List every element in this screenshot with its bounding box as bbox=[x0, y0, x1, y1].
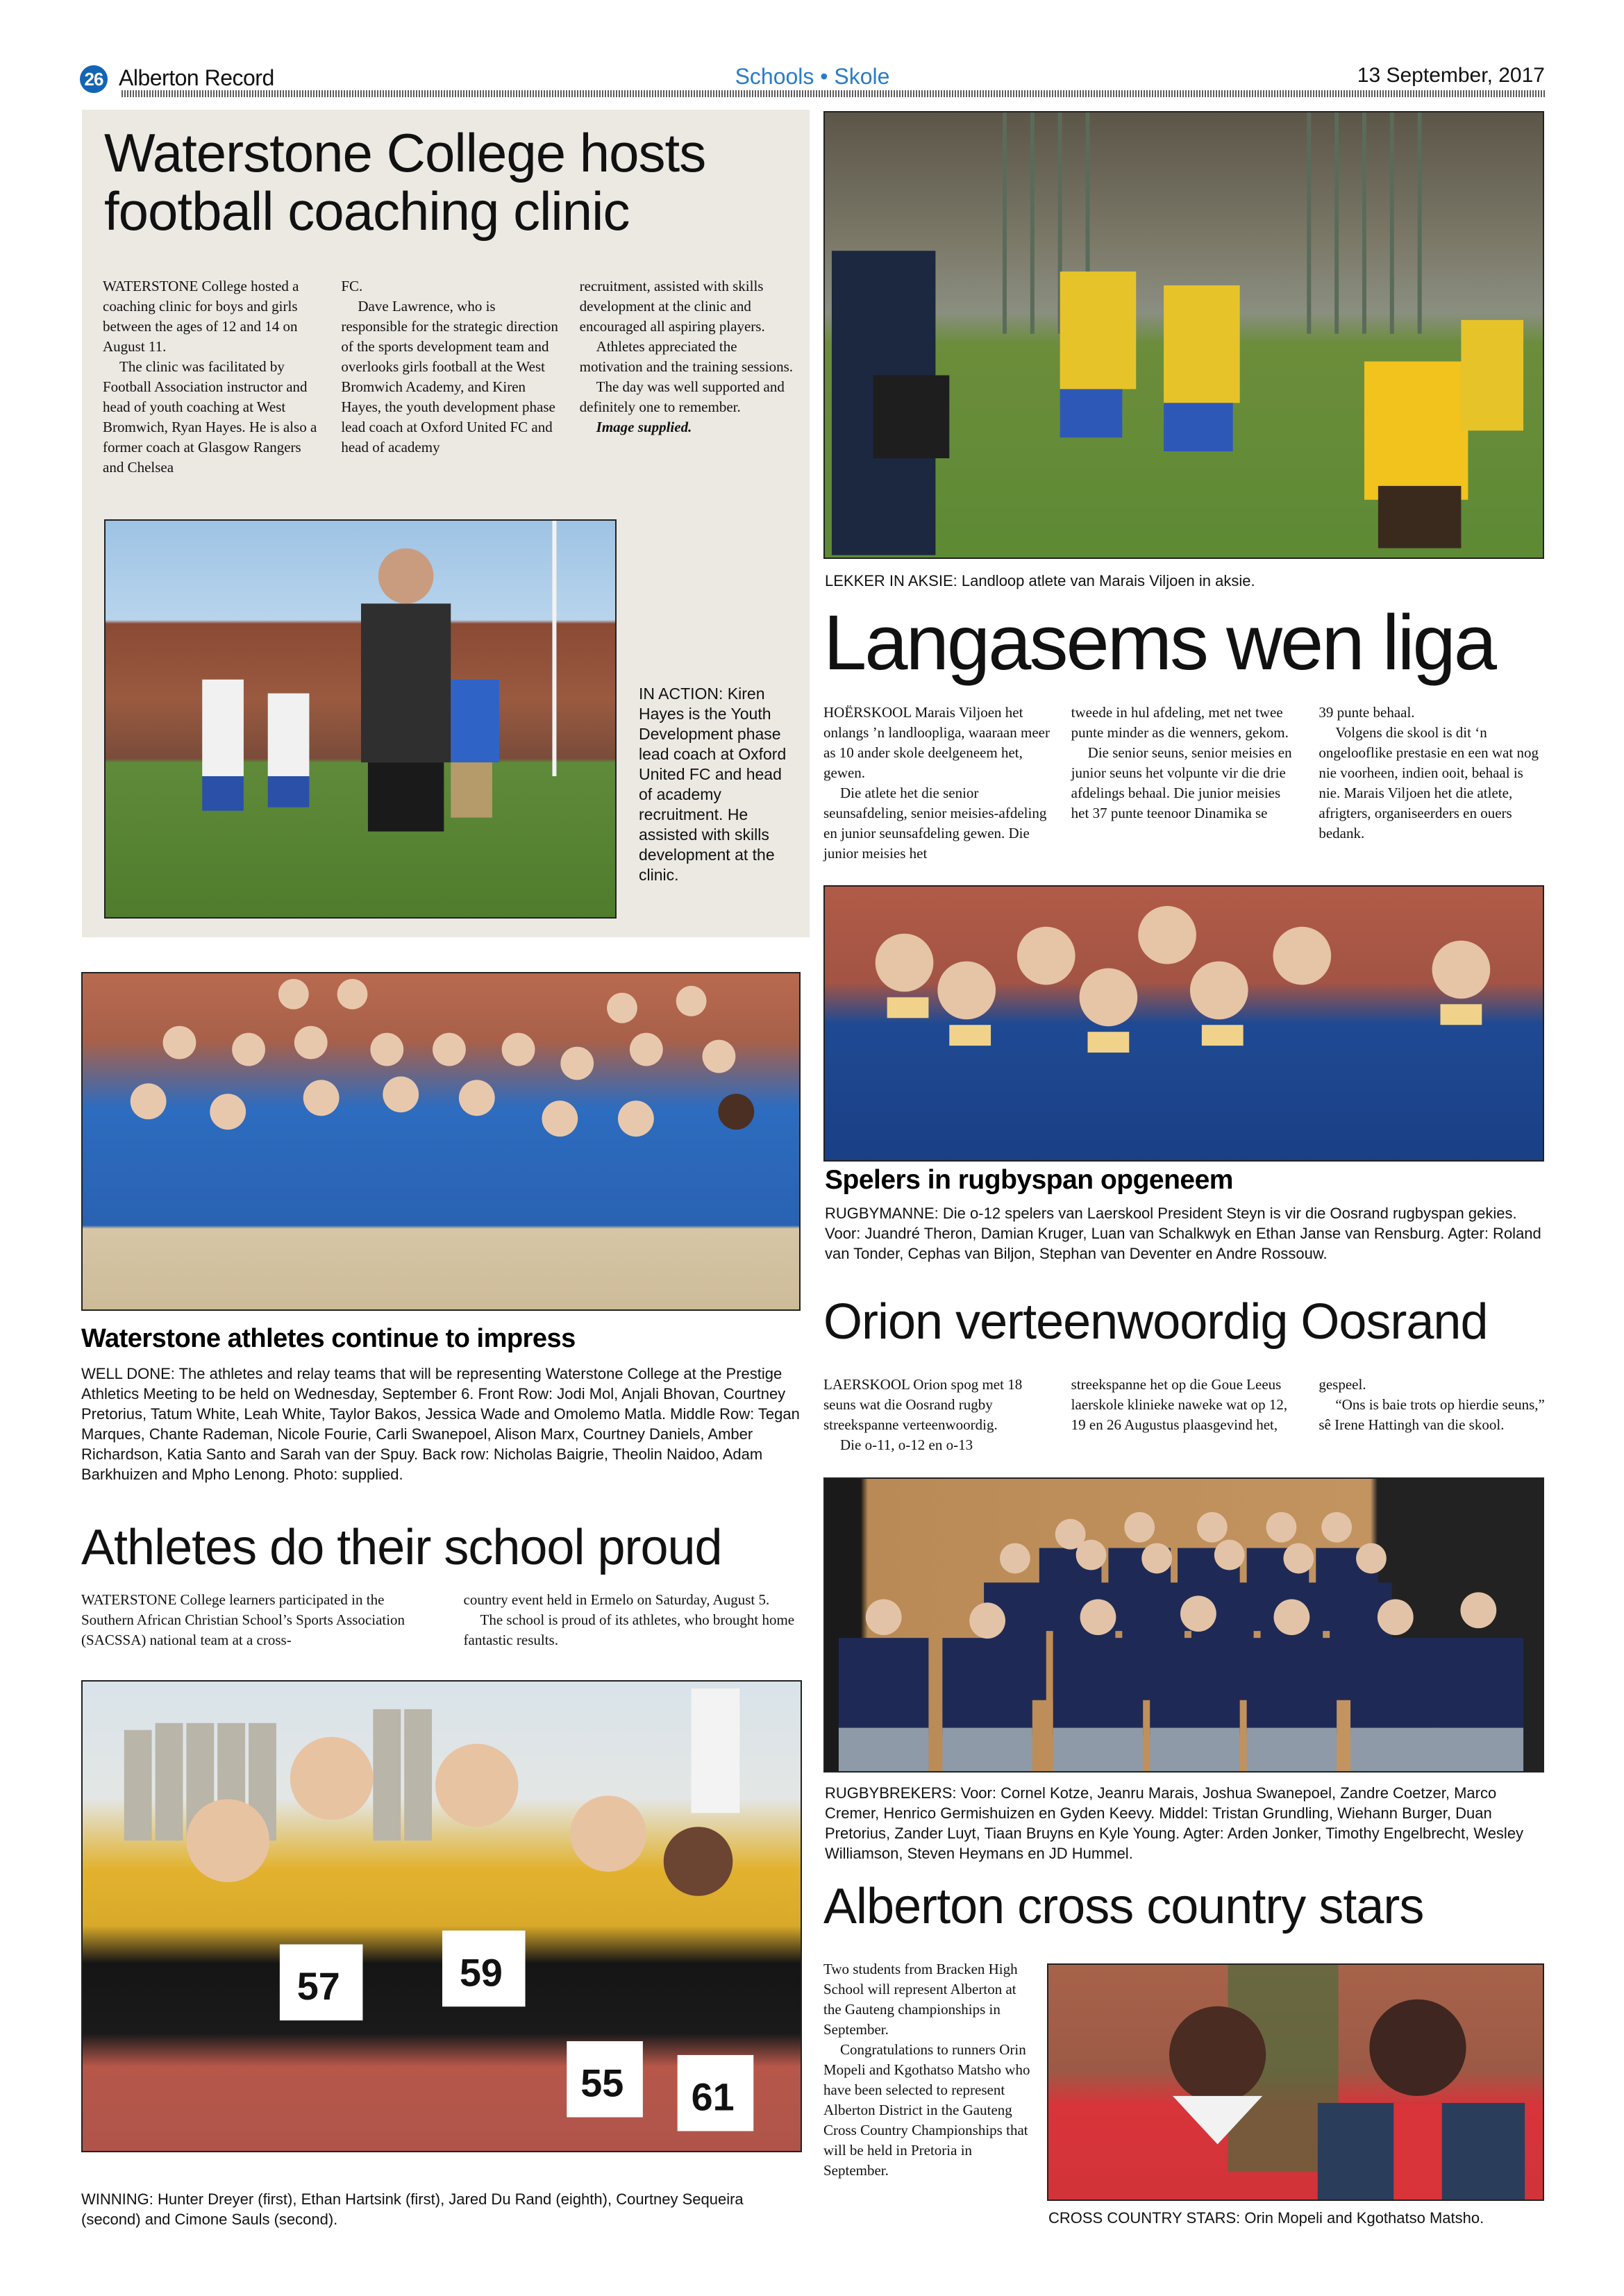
bib-61: 61 bbox=[691, 2075, 735, 2119]
photo-image bbox=[825, 1479, 1543, 1773]
paragraph: FC. bbox=[341, 278, 363, 294]
paragraph: 39 punte behaal. bbox=[1319, 704, 1415, 721]
cross-country-col bbox=[823, 1959, 1035, 2181]
paragraph: Athletes appreciated the motivation and the training sessions. bbox=[579, 338, 794, 375]
section-name: Schools • Skole bbox=[735, 64, 890, 89]
orion-rugby-photo bbox=[823, 1477, 1544, 1773]
paragraph: Die o-11, o-12 en o-13 bbox=[840, 1436, 973, 1453]
cross-country-headline: Alberton cross country stars bbox=[823, 1879, 1424, 1934]
clinic-col-3 bbox=[580, 276, 797, 478]
paragraph: WATERSTONE College learners participated in the Southern African Christian School’s Sports Association (SACSSA) national team at a cross- bbox=[81, 1591, 405, 1648]
orion-photo-caption: RUGBYBREKERS: Voor: Cornel Kotze, Jeanru Marais, Joshua Swanepoel, Zandre Coetzer, Marco Cremer, Henrico Germishuizen en Gyden Keevy. Middel: Tristan Grundling, Wiehann Burger, Duan Pretorius, Zander Luyt, Tiaan Bruyns en Kyle Young. Agter: Arden Jonker, Timothy Engelbrecht, Wesley Williamson, Steven Heymans en JD Hummel. bbox=[825, 1784, 1524, 1862]
paragraph: gespeel. bbox=[1319, 1376, 1366, 1393]
photo-image bbox=[825, 887, 1543, 1162]
paragraph: “Ons is baie trots op hierdie seuns,” sê Irene Hattingh van die skool. bbox=[1319, 1396, 1545, 1433]
clinic-headline-line1: Waterstone College hosts bbox=[104, 122, 706, 183]
photo-credit: Image supplied. bbox=[596, 419, 692, 435]
waterstone-athletes-headline: Waterstone athletes continue to impress bbox=[81, 1324, 576, 1353]
paragraph: Congratulations to runners Orin Mopeli and Kgothatso Matsho who have been selected to represent Alberton District in the Gauteng Cross Country Championships that will be held in Pretoria in September. bbox=[823, 2041, 1030, 2179]
landloop-col-3 bbox=[1319, 703, 1546, 864]
masthead-rule bbox=[122, 90, 1545, 97]
photo-image bbox=[825, 112, 1543, 559]
rugbyspan-photo bbox=[823, 885, 1544, 1162]
paragraph: Die atlete het die senior seunsafdeling, senior meisies-afdeling en junior seunsafdeling gewen. Die junior meisies het bbox=[823, 785, 1047, 862]
proud-athletes-photo bbox=[81, 1680, 802, 2152]
paragraph: tweede in hul afdeling, met net twee punte minder as die wenners, gekom. bbox=[1071, 704, 1289, 741]
photo-image bbox=[106, 521, 615, 918]
waterstone-athletes-caption: WELL DONE: The athletes and relay teams that will be representing Waterstone College at the Prestige Athletics Meeting to be held on Wednesday, September 6. Front Row: Jodi Mol, Anjali Bhovan, Courtney Pretorius, Tatum White, Leah White, Taylor Bakos, Jessica Wade and Omolemo Matla. Middle Row: Tegan Marques, Chante Rademan, Nicole Fourie, Carli Swanepoel, Alison Marx, Courtney Daniels, Amber Richardson, Katia Santo and Sarah van der Spuy. Back row: Nicholas Baigrie, Theolin Naidoo, Adam Barkhuizen and Mpho Lenong. Photo: supplied. bbox=[81, 1365, 800, 1483]
bib-57: 57 bbox=[296, 1965, 340, 2009]
landloop-col-1 bbox=[823, 703, 1050, 864]
proud-headline: Athletes do their school proud bbox=[81, 1520, 722, 1575]
paragraph: Two students from Bracken High School will represent Alberton at the Gauteng championships in September. bbox=[823, 1961, 1018, 2038]
paragraph: Dave Lawrence, who is responsible for the strategic direction of the sports development team and overlooks girls football at the West Bromwich Academy, and Kiren Hayes, the youth development phase lead coach at Oxford United FC and head of academy bbox=[341, 298, 558, 455]
landloop-body bbox=[823, 703, 1546, 864]
paragraph: HOËRSKOOL Marais Viljoen het onlangs ’n landloopliga, waaraan meer as 10 ander skole deelgeneem het, gewen. bbox=[823, 704, 1050, 781]
orion-headline: Orion verteenwoordig Oosrand bbox=[823, 1294, 1488, 1350]
cross-country-photo-caption: CROSS COUNTRY STARS: Orin Mopeli and Kgothatso Matsho. bbox=[1048, 2209, 1484, 2227]
clinic-photo bbox=[104, 519, 617, 919]
paragraph: streekspanne het op die Goue Leeus laerskole klinieke naweke wat op 12, 19 en 26 Augustus plaasgevind het, bbox=[1071, 1376, 1288, 1433]
orion-col-1 bbox=[823, 1375, 1050, 1455]
proud-col-2 bbox=[464, 1590, 807, 1650]
paragraph: The clinic was facilitated by Football Association instructor and head of youth coaching at West Bromwich, Ryan Hayes. He is also a former coach at Glasgow Rangers and Chelsea bbox=[103, 358, 317, 476]
rugbyspan-headline: Spelers in rugbyspan opgeneem bbox=[825, 1165, 1233, 1195]
clinic-headline-line2: football coaching clinic bbox=[104, 181, 630, 242]
publication-name: Alberton Record bbox=[119, 65, 274, 90]
paragraph: Volgens die skool is dit ‘n ongelooflike prestasie en een wat nog nie voorheen, indien ooit, behaal is nie. Marais Viljoen het die atlete, afrigters, organiseerders en ouers bedank. bbox=[1319, 724, 1539, 841]
rugbyspan-caption: RUGBYMANNE: Die o-12 spelers van Laerskool President Steyn is vir die Oosrand rugbyspan gekies. Voor: Juandré Theron, Damian Kruger, Luan van Schalkwyk en Ethan Janse van Rensburg. Agter: Roland van Tonder, Cephas van Biljon, Stephan van Deventer en Andre Rossouw. bbox=[825, 1205, 1541, 1262]
paragraph: The school is proud of its athletes, who brought home fantastic results. bbox=[463, 1611, 795, 1648]
clinic-col-1 bbox=[103, 276, 320, 478]
clinic-body bbox=[103, 276, 797, 478]
photo-image bbox=[83, 973, 799, 1311]
bib-59: 59 bbox=[459, 1951, 503, 1995]
orion-col-2 bbox=[1071, 1375, 1298, 1455]
orion-col-3 bbox=[1319, 1375, 1546, 1455]
paragraph: country event held in Ermelo on Saturday, August 5. bbox=[463, 1591, 770, 1608]
waterstone-athletes-photo bbox=[81, 972, 801, 1311]
paragraph: LAERSKOOL Orion spog met 18 seuns wat die Oosrand rugby streekspanne verteenwoordig. bbox=[823, 1376, 1023, 1433]
paragraph: WATERSTONE College hosted a coaching clinic for boys and girls between the ages of 12 and 14 on August 11. bbox=[103, 278, 299, 355]
issue-date: 13 September, 2017 bbox=[1357, 64, 1545, 87]
clinic-col-2 bbox=[341, 276, 558, 478]
clinic-headline bbox=[104, 124, 798, 240]
paragraph: The day was well supported and definitely one to remember. bbox=[579, 378, 785, 415]
cross-country-body bbox=[823, 1959, 1035, 2181]
landloop-headline: Langasems wen liga bbox=[823, 599, 1496, 686]
photo-image bbox=[1048, 1965, 1543, 2201]
proud-photo-caption: WINNING: Hunter Dreyer (first), Ethan Hartsink (first), Jared Du Rand (eighth), Courtney Sequeira (second) and Cimone Sauls (second). bbox=[81, 2190, 744, 2228]
proud-col-1 bbox=[81, 1590, 425, 1650]
landloop-col-2 bbox=[1071, 703, 1298, 864]
page-number-badge: 26 bbox=[80, 65, 108, 93]
proud-body bbox=[81, 1590, 807, 1650]
clinic-photo-caption: IN ACTION: Kiren Hayes is the Youth Development phase lead coach at Oxford United FC and head of academy recruitment. He assisted with skills development at the clinic. bbox=[639, 685, 787, 884]
landloop-photo-caption: LEKKER IN AKSIE: Landloop atlete van Marais Viljoen in aksie. bbox=[825, 572, 1255, 589]
photo-image bbox=[83, 1682, 801, 2152]
landloop-photo bbox=[823, 111, 1544, 559]
bib-55: 55 bbox=[580, 2061, 624, 2105]
cross-country-photo bbox=[1047, 1963, 1544, 2201]
paragraph: Die senior seuns, senior meisies en junior seuns het volpunte vir die drie afdelings behaal. Die junior meisies het 37 punte teenoor Dinamika se bbox=[1071, 744, 1292, 821]
paragraph: recruitment, assisted with skills development at the clinic and encouraged all aspiring players. bbox=[579, 278, 765, 335]
orion-body bbox=[823, 1375, 1546, 1455]
